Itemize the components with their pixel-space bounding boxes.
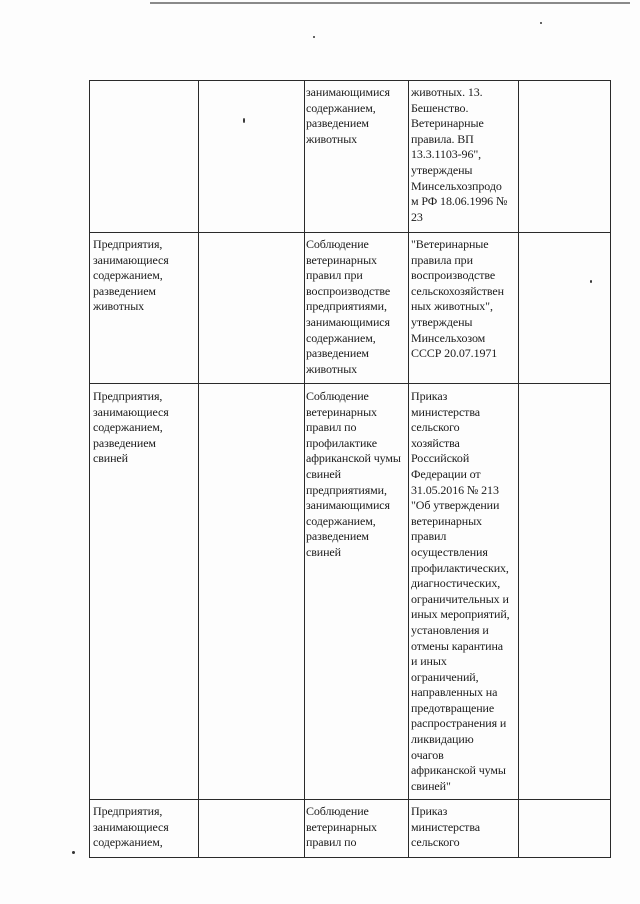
text-line: свиней: [306, 466, 341, 481]
text-line: Ветеринарные: [411, 116, 484, 131]
table-row-divider-3: [89, 799, 611, 800]
text-line: Приказ: [411, 389, 448, 403]
text-line: занимающиеся: [93, 404, 169, 419]
text-line: содержанием,: [306, 513, 376, 528]
text-line: ограничительных и: [411, 591, 509, 606]
text-line: ветеринарных: [411, 513, 482, 528]
text-line: животных: [306, 361, 358, 376]
text-line: "Ветеринарные: [411, 237, 489, 251]
table-column-divider-3: [408, 80, 409, 858]
text-line: предприятиями,: [306, 482, 387, 497]
scan-speck: [243, 118, 245, 123]
text-line: африканской чумы: [306, 451, 401, 466]
text-line: разведением: [93, 435, 156, 450]
text-line: животных. 13.: [411, 85, 483, 99]
text-line: Российской: [411, 451, 470, 466]
text-line: правил по: [306, 420, 357, 435]
text-line: профилактических,: [411, 560, 509, 575]
text-line: Минсельхозом: [411, 330, 486, 345]
text-line: содержанием,: [93, 268, 163, 283]
text-line: м РФ 18.06.1996 №: [411, 194, 508, 209]
text-line: утверждены: [411, 162, 473, 177]
text-line: животных: [306, 131, 358, 146]
row1-legal-act-cell: [411, 85, 521, 225]
text-line: правил: [411, 529, 447, 544]
row3-legal-act-cell: [411, 389, 521, 794]
text-line: осуществления: [411, 544, 488, 559]
text-line: свиней": [411, 778, 451, 793]
table-column-divider-2: [304, 80, 305, 858]
text-line: сельского: [411, 420, 460, 435]
text-line: министерства: [411, 819, 480, 834]
text-line: министерства: [411, 404, 480, 419]
text-line: "Об утверждении: [411, 498, 500, 513]
row4-legal-act-cell: [411, 804, 521, 851]
text-line: 31.05.2016 № 213: [411, 482, 499, 497]
text-line: отмены карантина: [411, 638, 504, 653]
text-line: Предприятия,: [93, 389, 163, 403]
text-line: свиней: [306, 544, 341, 559]
text-line: предприятиями,: [306, 299, 387, 314]
text-line: правила. ВП: [411, 131, 474, 146]
text-line: занимающиеся: [93, 819, 169, 834]
text-line: 23: [411, 209, 423, 224]
text-line: разведением: [306, 116, 369, 131]
text-line: содержанием,: [306, 100, 376, 115]
text-line: Федерации от: [411, 466, 481, 481]
table-border-bottom: [89, 857, 611, 858]
text-line: распространения и: [411, 716, 507, 731]
text-line: сельского: [411, 835, 460, 850]
text-line: разведением: [93, 283, 156, 298]
text-line: ограничений,: [411, 669, 479, 684]
text-line: утверждены: [411, 314, 473, 329]
text-line: и иных: [411, 654, 447, 669]
text-line: свиней: [93, 451, 128, 466]
text-line: ветеринарных: [306, 404, 377, 419]
text-line: содержанием,: [93, 835, 163, 850]
scan-speck: [72, 851, 75, 854]
text-line: правила при: [411, 252, 473, 267]
row2-requirement-cell: [306, 237, 406, 377]
text-line: африканской чумы: [411, 763, 506, 778]
text-line: воспроизводстве: [411, 268, 496, 283]
text-line: разведением: [306, 346, 369, 361]
text-line: установления и: [411, 622, 489, 637]
row3-subject-cell: [93, 389, 195, 467]
text-line: предотвращение: [411, 700, 495, 715]
table-row-divider-1: [89, 232, 611, 233]
table-border-left: [89, 80, 90, 858]
table-row-divider-2: [89, 383, 611, 384]
text-line: занимающиеся: [93, 252, 169, 267]
text-line: содержанием,: [306, 330, 376, 345]
text-line: очагов: [411, 747, 444, 762]
text-line: занимающимися: [306, 314, 390, 329]
text-line: направленных на: [411, 685, 498, 700]
text-line: сельскохозяйствен: [411, 283, 504, 298]
table-border-top: [89, 80, 611, 81]
text-line: животных: [93, 299, 145, 314]
text-line: правил по: [306, 835, 357, 850]
table-column-divider-1: [198, 80, 199, 858]
text-line: Минсельхозпродо: [411, 178, 502, 193]
text-line: занимающимися: [306, 85, 390, 99]
text-line: ветеринарных: [306, 819, 377, 834]
text-line: СССР 20.07.1971: [411, 346, 498, 361]
text-line: воспроизводстве: [306, 283, 391, 298]
page-top-edge: [150, 2, 630, 4]
text-line: профилактике: [306, 435, 377, 450]
row2-legal-act-cell: [411, 237, 521, 362]
row4-subject-cell: [93, 804, 195, 851]
row2-subject-cell: [93, 237, 195, 315]
text-line: иных мероприятий,: [411, 607, 510, 622]
text-line: ных животных",: [411, 299, 493, 314]
text-line: разведением: [306, 529, 369, 544]
text-line: Предприятия,: [93, 237, 163, 251]
text-line: Приказ: [411, 804, 448, 818]
row1-requirement-cell: [306, 85, 406, 147]
text-line: Соблюдение: [306, 804, 369, 818]
text-line: хозяйства: [411, 435, 460, 450]
row4-requirement-cell: [306, 804, 406, 851]
scan-speck: [313, 36, 315, 38]
text-line: 13.3.1103-96",: [411, 147, 482, 162]
text-line: правил при: [306, 268, 363, 283]
text-line: ликвидацию: [411, 732, 474, 747]
scan-speck: [590, 280, 592, 283]
text-line: Бешенство.: [411, 100, 469, 115]
text-line: Соблюдение: [306, 237, 369, 251]
text-line: содержанием,: [93, 420, 163, 435]
scan-speck: [540, 22, 542, 24]
row3-requirement-cell: [306, 389, 406, 561]
text-line: Соблюдение: [306, 389, 369, 403]
text-line: диагностических,: [411, 576, 501, 591]
text-line: занимающимися: [306, 498, 390, 513]
table-border-right: [610, 80, 611, 858]
text-line: Предприятия,: [93, 804, 163, 818]
text-line: ветеринарных: [306, 252, 377, 267]
